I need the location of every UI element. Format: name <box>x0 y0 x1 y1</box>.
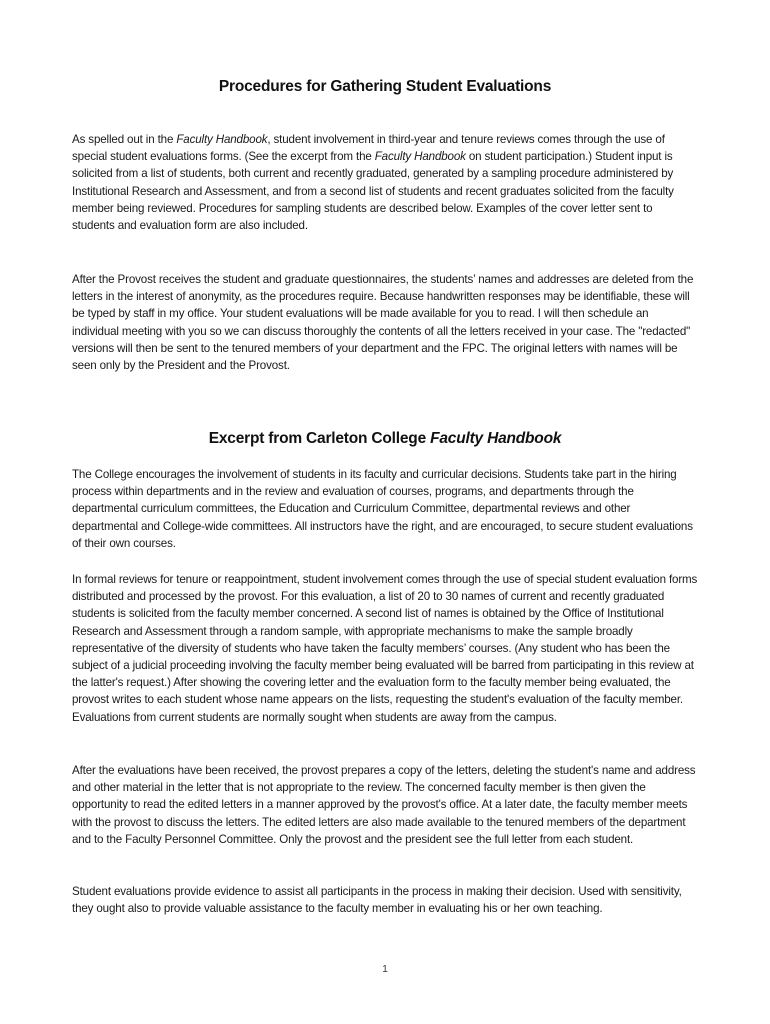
page-title: Procedures for Gathering Student Evaluations <box>218 78 552 95</box>
excerpt-paragraph-2: In formal reviews for tenure or reappointment, student involvement comes through the use of special student evaluation forms distributed and processed by the provost. For this evaluation, a list of 20 to 30 names of current and recently graduated students is solicited from the faculty member concerned. A second list of names is obtained by the Office of Institutional Research and Assessment through a random sample, with appropriate mechanisms to make the sample broadly representative of the diversity of students who have taken the faculty members’ courses. (Any student who has been the subject of a judicial proceeding involving the faculty member being evaluated will be barred from participating in this review at the latter's request.) After showing the covering letter and the evaluation form to the faculty member being evaluated, the provost writes to each student whose name appears on the lists, requesting the student's evaluation of the faculty member. Evaluations from current students are normally sought when students are away from the campus. <box>72 573 698 724</box>
intro-paragraph-1 <box>72 131 698 234</box>
intro-p1-text-e: on student participation.) Student input is solicited from a list of students, both current and recently graduated, generated by a sampling procedure administered by Institutional Research and Assessment, and from a second list of students and recent graduates solicited from the faculty member being reviewed. Procedures for sampling students are described below. Examples of the cover letter sent to students and evaluation form are also included. <box>72 150 674 233</box>
excerpt-heading-italic: Faculty Handbook <box>430 430 562 447</box>
excerpt-heading <box>72 429 698 449</box>
faculty-handbook-italic-2: Faculty Handbook <box>374 150 466 164</box>
intro-paragraph-2: After the Provost receives the student and graduate questionnaires, the students’ names and addresses are deleted from the letters in the interest of anonymity, as the procedures require. Because handwritten responses may be identifiable, these will be typed by staff in my office. Your student evaluations will be made available for you to read. I will then schedule an individual meeting with you so we can discuss thoroughly the contents of all the letters received in your case. The "redacted" versions will then be sent to the tenured members of your department and the FPC. The original letters with names will be seen only by the President and the Provost. <box>72 273 694 373</box>
excerpt-paragraph-4: Student evaluations provide evidence to assist all participants in the process in making their decision. Used with sensitivity, they ought also to provide valuable assistance to the faculty member in evaluating his or her own teaching. <box>72 885 682 916</box>
intro-p1-text-a: As spelled out in the <box>72 133 177 146</box>
intro-p1-text-c: , student involvement in third-year and tenure reviews comes through the use of special student evaluations forms. (See the excerpt from the <box>72 133 665 164</box>
excerpt-paragraph-1: The College encourages the involvement of students in its faculty and curricular decisions. Students take part in the hiring process within departments and in the review and evaluation of courses, programs, and departments through the departmental curriculum committees, the Education and Curriculum Committee, departmental reviews and other departmental and College-wide committees. All instructors have the right, and are encouraged, to secure student evaluations of their own courses. <box>72 468 693 550</box>
excerpt-paragraph-3: After the evaluations have been received, the provost prepares a copy of the letters, deleting the student's name and address and other material in the letter that is not appropriate to the review. The concerned faculty member is then given the opportunity to read the edited letters in a manner approved by the provost's office. At a later date, the faculty member meets with the provost to discuss the letters. The edited letters are also made available to the tenured members of the department and to the Faculty Personnel Committee. Only the provost and the president see the full letter from each student. <box>72 764 696 846</box>
faculty-handbook-italic-1: Faculty Handbook <box>176 133 268 146</box>
excerpt-heading-prefix: Excerpt from Carleton College <box>208 430 431 447</box>
page-number: 1 <box>382 964 388 975</box>
